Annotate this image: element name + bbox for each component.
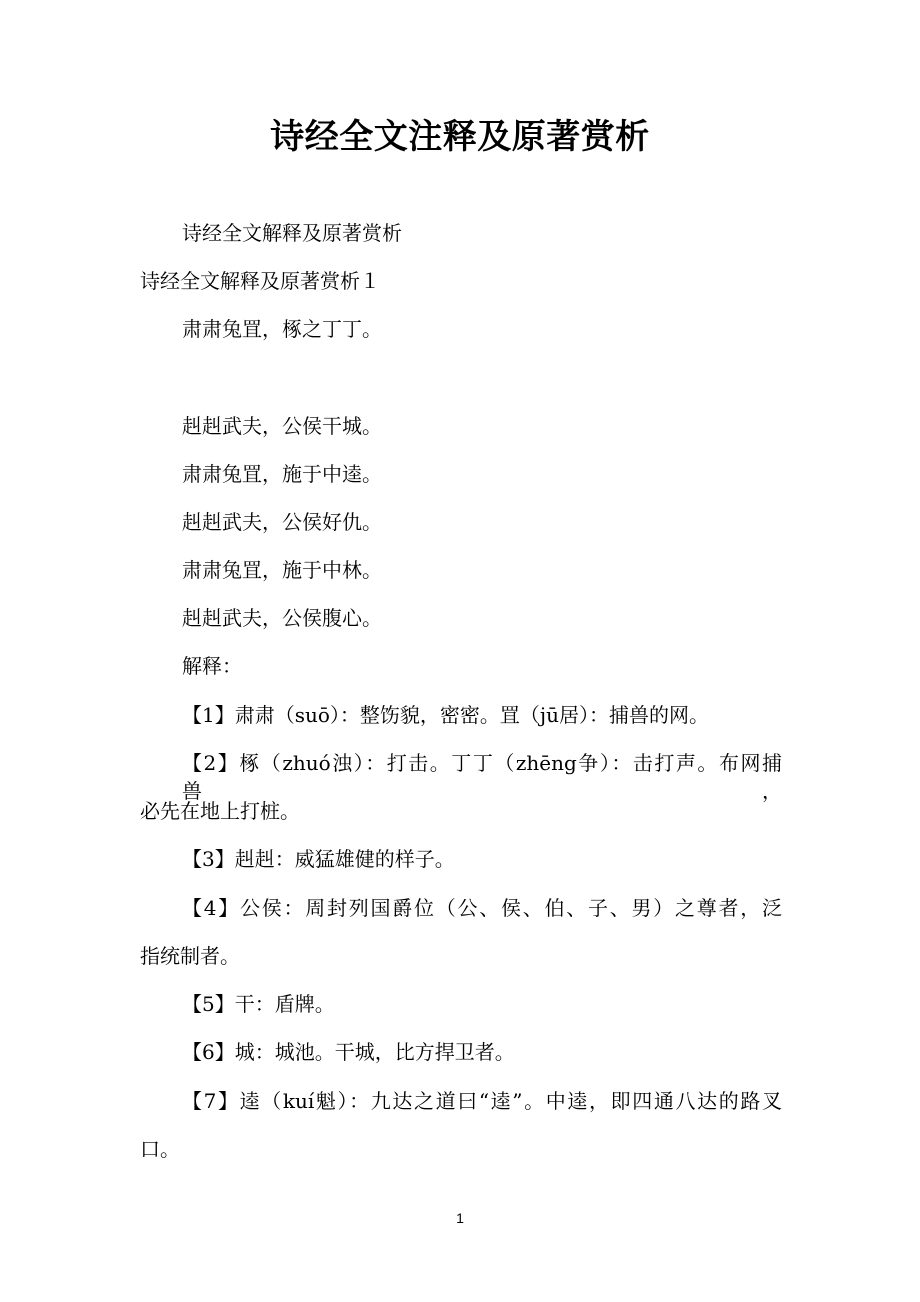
poem-line-2: 赳赳武夫，公侯干城。: [182, 414, 382, 438]
note-6: 【6】城：城池。干城，比方捍卫者。: [182, 1040, 515, 1064]
note-3: 【3】赳赳：威猛雄健的样子。: [182, 847, 455, 871]
note-7-line-1: 【7】逵（kuí魁）：九达之道曰“逵”。中逵，即四通八达的路叉: [182, 1089, 782, 1113]
subtitle: 诗经全文解释及原著赏析: [182, 221, 402, 245]
note-2-line-2: 必先在地上打桩。: [140, 799, 300, 823]
note-5: 【5】干：盾牌。: [182, 992, 335, 1016]
poem-line-6: 赳赳武夫，公侯腹心。: [182, 606, 382, 630]
section-heading: 诗经全文解释及原著赏析１: [140, 269, 380, 293]
poem-line-4: 赳赳武夫，公侯好仇。: [182, 510, 382, 534]
poem-line-1: 肃肃兔罝，椓之丁丁。: [182, 317, 382, 341]
page-number: 1: [456, 1210, 464, 1226]
note-1: 【1】肃肃（suō）：整饬貌，密密。罝（jū居）：捕兽的网。: [182, 703, 709, 727]
note-4-line-2: 指统制者。: [140, 944, 240, 968]
note-2-line-1: 【2】椓（zhuó浊）：打击。丁丁（zhēng争）：击打声。布网捕兽，: [182, 751, 782, 803]
explanation-label: 解释：: [182, 654, 242, 678]
note-4-line-1: 【4】公侯：周封列国爵位（公、侯、伯、子、男）之尊者，泛: [182, 896, 782, 920]
note-7-line-2: 口。: [140, 1137, 180, 1161]
poem-line-5: 肃肃兔罝，施于中林。: [182, 558, 382, 582]
page-title: 诗经全文注释及原著赏析: [270, 117, 650, 157]
poem-line-3: 肃肃兔罝，施于中逵。: [182, 462, 382, 486]
